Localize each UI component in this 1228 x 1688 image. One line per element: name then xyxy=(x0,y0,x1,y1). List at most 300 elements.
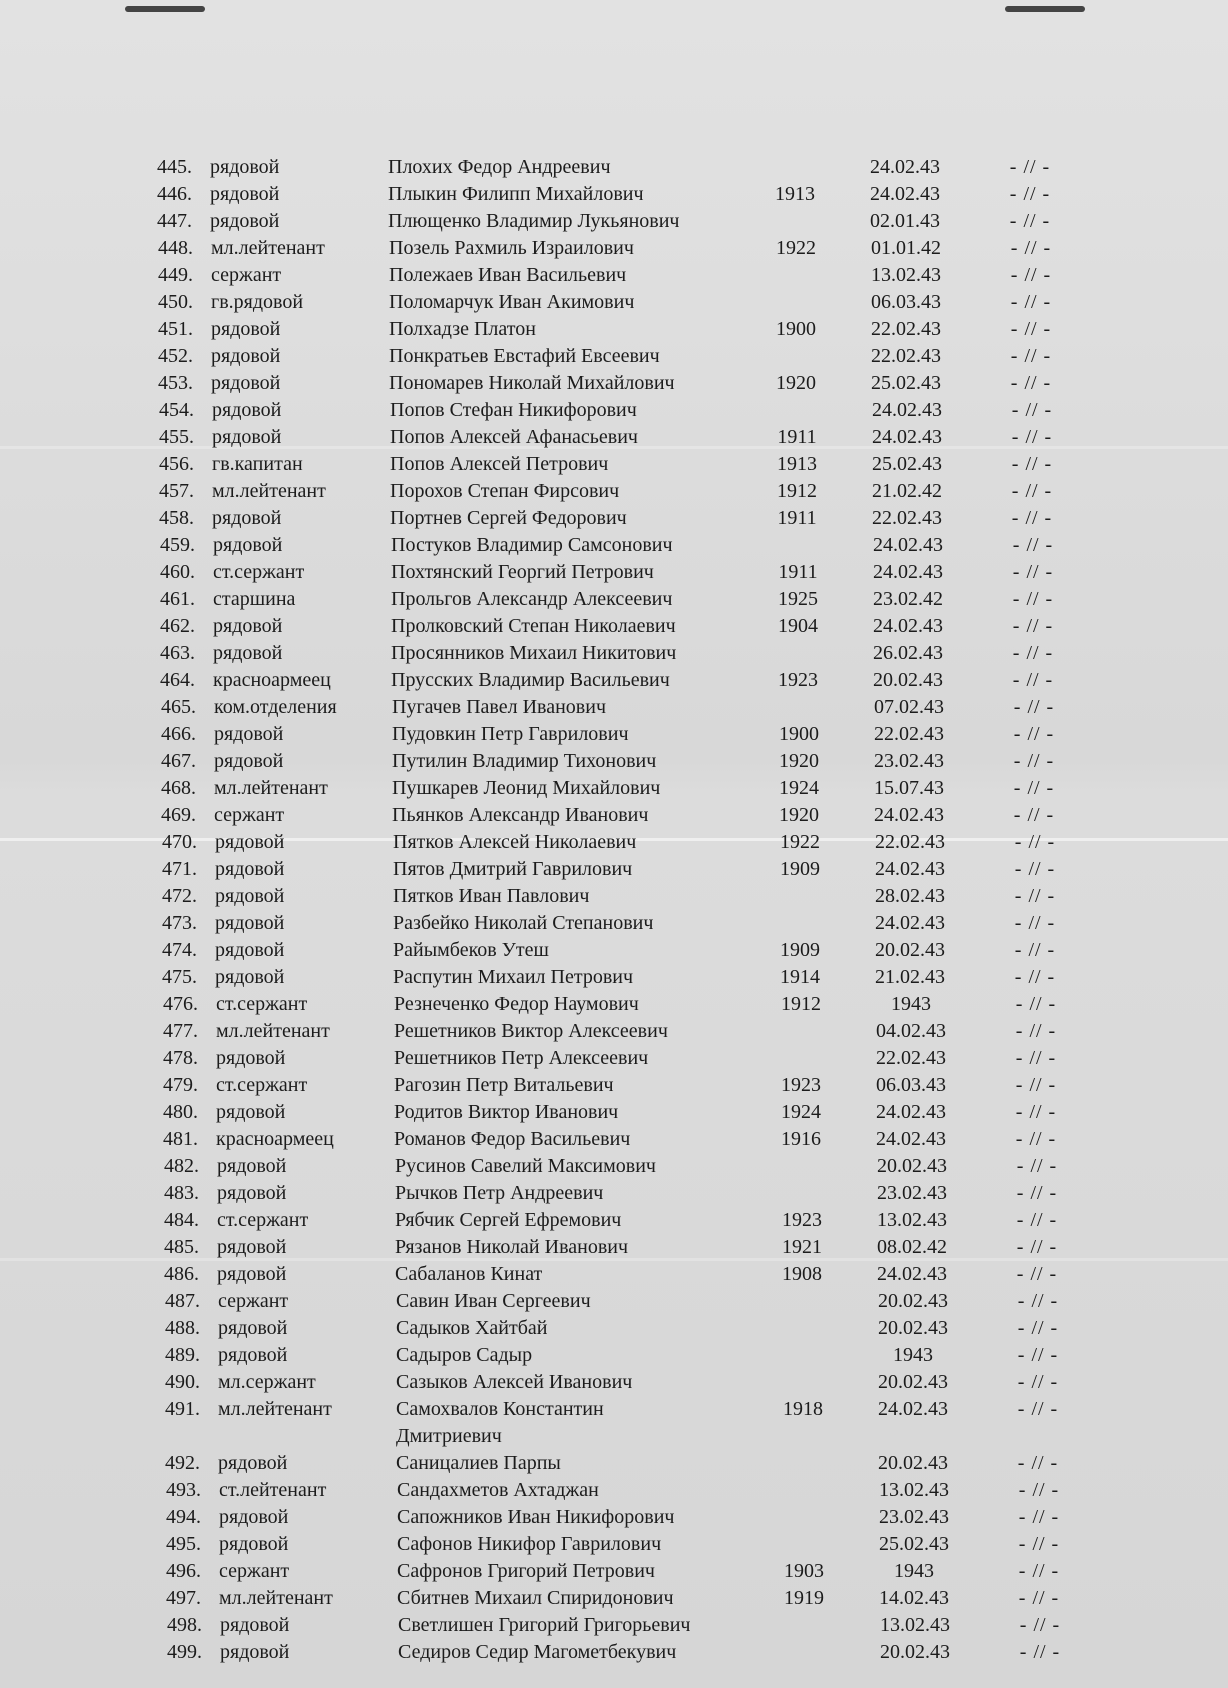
roster-row xyxy=(0,316,1228,343)
roster-rank: ком.отделения xyxy=(214,696,337,718)
roster-ditto-mark: - // - xyxy=(1011,399,1053,421)
roster-number: 457. xyxy=(159,480,194,502)
roster-rank: рядовой xyxy=(218,1452,288,1474)
roster-number: 465. xyxy=(161,696,196,718)
roster-birth-year: 1919 xyxy=(784,1587,824,1609)
roster-birth-year: 1909 xyxy=(780,858,820,880)
roster-death-date: 24.02.43 xyxy=(878,1398,948,1420)
roster-rank: мл.лейтенант xyxy=(212,480,326,502)
roster-rank: сержант xyxy=(219,1560,290,1582)
roster-rank: рядовой xyxy=(215,858,285,880)
roster-number: 453. xyxy=(158,372,193,394)
roster-ditto-mark: - // - xyxy=(1013,777,1055,799)
roster-name: Пугачев Павел Иванович xyxy=(392,696,607,718)
roster-rank: рядовой xyxy=(213,534,283,556)
roster-death-date: 02.01.43 xyxy=(870,210,940,232)
roster-birth-year: 1922 xyxy=(776,237,816,259)
roster-name: Разбейко Николай Степанович xyxy=(393,912,654,934)
roster-ditto-mark: - // - xyxy=(1016,1236,1058,1258)
roster-number: 464. xyxy=(160,669,195,691)
roster-rank: сержант xyxy=(214,804,285,826)
roster-row xyxy=(0,991,1228,1018)
roster-row xyxy=(0,343,1228,370)
roster-name: Садыров Садыр xyxy=(396,1344,533,1366)
roster-row xyxy=(0,1342,1228,1369)
roster-number: 480. xyxy=(163,1101,198,1123)
roster-name: Путилин Владимир Тихонович xyxy=(392,750,657,772)
roster-number: 461. xyxy=(160,588,195,610)
roster-rank: рядовой xyxy=(217,1263,287,1285)
roster-row xyxy=(0,856,1228,883)
roster-number: 449. xyxy=(158,264,193,286)
roster-number: 496. xyxy=(166,1560,201,1582)
roster-number: 469. xyxy=(161,804,196,826)
roster-death-date: 1943 xyxy=(891,993,931,1015)
roster-name: Сафонов Никифор Гаврилович xyxy=(397,1533,662,1555)
roster-rank: сержант xyxy=(218,1290,289,1312)
roster-number: 476. xyxy=(163,993,198,1015)
roster-ditto-mark: - // - xyxy=(1019,1614,1061,1636)
roster-name: Пушкарев Леонид Михайлович xyxy=(392,777,661,799)
roster-ditto-mark: - // - xyxy=(1014,939,1056,961)
roster-rank: рядовой xyxy=(215,885,285,907)
roster-name: Решетников Виктор Алексеевич xyxy=(394,1020,668,1042)
roster-number: 475. xyxy=(162,966,197,988)
roster-death-date: 01.01.42 xyxy=(871,237,941,259)
roster-death-date: 24.02.43 xyxy=(874,804,944,826)
roster-death-date: 24.02.43 xyxy=(872,426,942,448)
roster-number: 483. xyxy=(164,1182,199,1204)
roster-ditto-mark: - // - xyxy=(1018,1533,1060,1555)
roster-death-date: 21.02.43 xyxy=(875,966,945,988)
roster-rank: мл.лейтенант xyxy=(211,237,325,259)
roster-name: Попов Стефан Никифорович xyxy=(390,399,637,421)
roster-number: 452. xyxy=(158,345,193,367)
roster-ditto-mark: - // - xyxy=(1010,318,1052,340)
roster-ditto-mark: - // - xyxy=(1011,453,1053,475)
roster-number: 489. xyxy=(165,1344,200,1366)
roster-number: 463. xyxy=(160,642,195,664)
roster-row xyxy=(0,505,1228,532)
roster-number: 494. xyxy=(166,1506,201,1528)
roster-birth-year: 1923 xyxy=(782,1209,822,1231)
roster-name: Сбитнев Михаил Спиридонович xyxy=(397,1587,674,1609)
roster-ditto-mark: - // - xyxy=(1013,804,1055,826)
roster-name: Похтянский Георгий Петрович xyxy=(391,561,654,583)
roster-death-date: 20.02.43 xyxy=(875,939,945,961)
roster-ditto-mark: - // - xyxy=(1012,669,1054,691)
roster-rank: рядовой xyxy=(215,831,285,853)
roster-birth-year: 1924 xyxy=(781,1101,821,1123)
roster-row xyxy=(0,721,1228,748)
roster-name: Сандахметов Ахтаджан xyxy=(397,1479,599,1501)
roster-row xyxy=(0,1045,1228,1072)
roster-death-date: 1943 xyxy=(894,1560,934,1582)
roster-ditto-mark: - // - xyxy=(1012,615,1054,637)
roster-name: Портнев Сергей Федорович xyxy=(390,507,627,529)
roster-birth-year: 1900 xyxy=(776,318,816,340)
roster-rank: мл.лейтенант xyxy=(214,777,328,799)
roster-number: 445. xyxy=(157,156,192,178)
roster-death-date: 13.02.43 xyxy=(880,1614,950,1636)
roster-ditto-mark: - // - xyxy=(1015,993,1057,1015)
roster-row xyxy=(0,532,1228,559)
roster-row xyxy=(0,829,1228,856)
scan-edge-mark xyxy=(125,6,205,12)
roster-rank: рядовой xyxy=(217,1236,287,1258)
roster-number: 477. xyxy=(163,1020,198,1042)
roster-death-date: 14.02.43 xyxy=(879,1587,949,1609)
roster-number: 481. xyxy=(163,1128,198,1150)
roster-name: Порохов Степан Фирсович xyxy=(390,480,620,502)
roster-death-date: 24.02.43 xyxy=(877,1263,947,1285)
roster-row xyxy=(0,451,1228,478)
roster-ditto-mark: - // - xyxy=(1013,750,1055,772)
roster-row xyxy=(0,1153,1228,1180)
roster-rank: рядовой xyxy=(211,318,281,340)
roster-row-continuation xyxy=(0,1423,1228,1450)
roster-rank: мл.лейтенант xyxy=(218,1398,332,1420)
roster-rank: рядовой xyxy=(217,1155,287,1177)
roster-row xyxy=(0,883,1228,910)
roster-name: Райымбеков Утеш xyxy=(393,939,549,961)
roster-birth-year: 1909 xyxy=(780,939,820,961)
roster-death-date: 25.02.43 xyxy=(872,453,942,475)
roster-rank: гв.рядовой xyxy=(211,291,304,313)
roster-name: Савин Иван Сергеевич xyxy=(396,1290,591,1312)
roster-row xyxy=(0,1639,1228,1666)
roster-row xyxy=(0,1207,1228,1234)
roster-rank: рядовой xyxy=(217,1182,287,1204)
roster-rank: рядовой xyxy=(216,1047,286,1069)
roster-ditto-mark: - // - xyxy=(1012,588,1054,610)
roster-row xyxy=(0,208,1228,235)
roster-birth-year: 1911 xyxy=(778,561,818,583)
roster-birth-year: 1900 xyxy=(779,723,819,745)
roster-name: Саницалиев Парпы xyxy=(396,1452,561,1474)
roster-row xyxy=(0,424,1228,451)
roster-birth-year: 1918 xyxy=(783,1398,823,1420)
roster-ditto-mark: - // - xyxy=(1011,480,1053,502)
roster-death-date: 24.02.43 xyxy=(875,858,945,880)
roster-ditto-mark: - // - xyxy=(1013,696,1055,718)
roster-birth-year: 1921 xyxy=(782,1236,822,1258)
roster-row xyxy=(0,775,1228,802)
roster-row xyxy=(0,964,1228,991)
roster-name: Рагозин Петр Витальевич xyxy=(394,1074,614,1096)
roster-birth-year: 1923 xyxy=(778,669,818,691)
roster-number: 471. xyxy=(162,858,197,880)
roster-number: 448. xyxy=(158,237,193,259)
roster-death-date: 04.02.43 xyxy=(876,1020,946,1042)
roster-death-date: 22.02.43 xyxy=(875,831,945,853)
roster-name: Позель Рахмиль Израилович xyxy=(389,237,634,259)
roster-death-date: 06.03.43 xyxy=(876,1074,946,1096)
roster-number: 451. xyxy=(158,318,193,340)
roster-name: Сабаланов Кинат xyxy=(395,1263,543,1285)
roster-name: Пономарев Николай Михайлович xyxy=(389,372,675,394)
roster-row xyxy=(0,640,1228,667)
roster-row xyxy=(0,910,1228,937)
roster-row xyxy=(0,1018,1228,1045)
roster-death-date: 20.02.43 xyxy=(878,1317,948,1339)
roster-row xyxy=(0,694,1228,721)
roster-ditto-mark: - // - xyxy=(1015,1020,1057,1042)
roster-birth-year: 1904 xyxy=(778,615,818,637)
roster-row xyxy=(0,1396,1228,1423)
roster-ditto-mark: - // - xyxy=(1017,1398,1059,1420)
roster-name: Распутин Михаил Петрович xyxy=(393,966,634,988)
roster-row xyxy=(0,1180,1228,1207)
roster-row xyxy=(0,1072,1228,1099)
roster-death-date: 20.02.43 xyxy=(878,1452,948,1474)
roster-name: Пролковский Степан Николаевич xyxy=(391,615,676,637)
roster-birth-year: 1912 xyxy=(777,480,817,502)
roster-birth-year: 1916 xyxy=(781,1128,821,1150)
roster-number: 458. xyxy=(159,507,194,529)
roster-rank: рядовой xyxy=(218,1344,288,1366)
roster-name: Полхадзе Платон xyxy=(389,318,536,340)
roster-number: 466. xyxy=(161,723,196,745)
roster-birth-year: 1914 xyxy=(780,966,820,988)
roster-rank: рядовой xyxy=(220,1614,290,1636)
roster-name: Пятков Иван Павлович xyxy=(393,885,590,907)
roster-ditto-mark: - // - xyxy=(1012,561,1054,583)
roster-ditto-mark: - // - xyxy=(1010,237,1052,259)
roster-rank: рядовой xyxy=(216,1101,286,1123)
roster-name: Резнеченко Федор Наумович xyxy=(394,993,639,1015)
roster-ditto-mark: - // - xyxy=(1016,1182,1058,1204)
roster-number: 454. xyxy=(159,399,194,421)
roster-ditto-mark: - // - xyxy=(1012,534,1054,556)
roster-name: Рычков Петр Андреевич xyxy=(395,1182,604,1204)
roster-rank: рядовой xyxy=(210,183,280,205)
roster-name: Сазыков Алексей Иванович xyxy=(396,1371,633,1393)
roster-name: Садыков Хайтбай xyxy=(396,1317,548,1339)
roster-ditto-mark: - // - xyxy=(1009,183,1051,205)
roster-ditto-mark: - // - xyxy=(1009,210,1051,232)
roster-ditto-mark: - // - xyxy=(1018,1506,1060,1528)
roster-ditto-mark: - // - xyxy=(1010,345,1052,367)
roster-death-date: 15.07.43 xyxy=(874,777,944,799)
roster-death-date: 24.02.43 xyxy=(870,183,940,205)
roster-ditto-mark: - // - xyxy=(1017,1371,1059,1393)
roster-death-date: 24.02.43 xyxy=(872,399,942,421)
roster-rank: рядовой xyxy=(214,750,284,772)
roster-name: Попов Алексей Петрович xyxy=(390,453,609,475)
roster-death-date: 08.02.42 xyxy=(877,1236,947,1258)
roster-name: Русинов Савелий Максимович xyxy=(395,1155,656,1177)
roster-ditto-mark: - // - xyxy=(1010,264,1052,286)
roster-death-date: 22.02.43 xyxy=(874,723,944,745)
roster-row xyxy=(0,613,1228,640)
roster-number: 447. xyxy=(157,210,192,232)
roster-number: 455. xyxy=(159,426,194,448)
roster-death-date: 25.02.43 xyxy=(879,1533,949,1555)
roster-birth-year: 1924 xyxy=(779,777,819,799)
roster-name: Пятов Дмитрий Гаврилович xyxy=(393,858,633,880)
roster-death-date: 20.02.43 xyxy=(877,1155,947,1177)
roster-ditto-mark: - // - xyxy=(1011,426,1053,448)
roster-death-date: 25.02.43 xyxy=(871,372,941,394)
roster-number: 493. xyxy=(166,1479,201,1501)
roster-row xyxy=(0,1288,1228,1315)
roster-death-date: 20.02.43 xyxy=(878,1290,948,1312)
roster-row xyxy=(0,1504,1228,1531)
roster-ditto-mark: - // - xyxy=(1018,1479,1060,1501)
roster-ditto-mark: - // - xyxy=(1012,642,1054,664)
roster-row xyxy=(0,1558,1228,1585)
roster-rank: красноармеец xyxy=(216,1128,334,1150)
roster-rank: ст.сержант xyxy=(216,1074,308,1096)
roster-death-date: 22.02.43 xyxy=(876,1047,946,1069)
roster-name: Романов Федор Васильевич xyxy=(394,1128,631,1150)
roster-row xyxy=(0,181,1228,208)
roster-number: 467. xyxy=(161,750,196,772)
roster-number: 486. xyxy=(164,1263,199,1285)
roster-ditto-mark: - // - xyxy=(1018,1587,1060,1609)
roster-rank: рядовой xyxy=(212,399,282,421)
roster-number: 468. xyxy=(161,777,196,799)
roster-number: 459. xyxy=(160,534,195,556)
roster-death-date: 23.02.43 xyxy=(874,750,944,772)
roster-number: 499. xyxy=(167,1641,202,1663)
roster-number: 484. xyxy=(164,1209,199,1231)
roster-ditto-mark: - // - xyxy=(1014,966,1056,988)
roster-number: 462. xyxy=(160,615,195,637)
roster-name: Сапожников Иван Никифорович xyxy=(397,1506,675,1528)
roster-name: Пьянков Александр Иванович xyxy=(392,804,649,826)
roster-rank: красноармеец xyxy=(213,669,331,691)
roster-ditto-mark: - // - xyxy=(1016,1209,1058,1231)
roster-rank: рядовой xyxy=(212,507,282,529)
roster-rank: рядовой xyxy=(215,939,285,961)
roster-rank: мл.лейтенант xyxy=(219,1587,333,1609)
roster-rank: рядовой xyxy=(211,345,281,367)
roster-death-date: 21.02.42 xyxy=(872,480,942,502)
roster-death-date: 24.02.43 xyxy=(876,1128,946,1150)
roster-number: 490. xyxy=(165,1371,200,1393)
roster-ditto-mark: - // - xyxy=(1013,723,1055,745)
roster-death-date: 22.02.43 xyxy=(871,345,941,367)
roster-rank: сержант xyxy=(211,264,282,286)
roster-row xyxy=(0,1315,1228,1342)
roster-name: Плохих Федор Андреевич xyxy=(388,156,611,178)
roster-number: 470. xyxy=(162,831,197,853)
roster-birth-year: 1922 xyxy=(780,831,820,853)
roster-name-continuation: Дмитриевич xyxy=(396,1425,502,1447)
roster-rank: рядовой xyxy=(213,642,283,664)
roster-rank: ст.сержант xyxy=(213,561,305,583)
roster-birth-year: 1920 xyxy=(779,750,819,772)
roster-rank: рядовой xyxy=(212,426,282,448)
roster-number: 485. xyxy=(164,1236,199,1258)
roster-ditto-mark: - // - xyxy=(1018,1560,1060,1582)
roster-death-date: 13.02.43 xyxy=(871,264,941,286)
roster-death-date: 22.02.43 xyxy=(872,507,942,529)
roster-rank: гв.капитан xyxy=(212,453,303,475)
roster-row xyxy=(0,397,1228,424)
roster-number: 456. xyxy=(159,453,194,475)
roster-birth-year: 1925 xyxy=(778,588,818,610)
roster-rank: рядовой xyxy=(211,372,281,394)
roster-ditto-mark: - // - xyxy=(1016,1263,1058,1285)
roster-number: 473. xyxy=(162,912,197,934)
roster-ditto-mark: - // - xyxy=(1017,1452,1059,1474)
roster-death-date: 22.02.43 xyxy=(871,318,941,340)
roster-birth-year: 1911 xyxy=(777,426,817,448)
roster-death-date: 24.02.43 xyxy=(870,156,940,178)
roster-name: Пятков Алексей Николаевич xyxy=(393,831,637,853)
roster-rank: рядовой xyxy=(215,966,285,988)
roster-name: Полежаев Иван Васильевич xyxy=(389,264,627,286)
roster-rank: рядовой xyxy=(210,210,280,232)
roster-birth-year: 1903 xyxy=(784,1560,824,1582)
roster-number: 482. xyxy=(164,1155,199,1177)
roster-number: 491. xyxy=(165,1398,200,1420)
roster-row xyxy=(0,937,1228,964)
roster-birth-year: 1912 xyxy=(781,993,821,1015)
roster-row xyxy=(0,370,1228,397)
roster-death-date: 20.02.43 xyxy=(878,1371,948,1393)
roster-rank: рядовой xyxy=(219,1533,289,1555)
roster-number: 495. xyxy=(166,1533,201,1555)
roster-name: Рязанов Николай Иванович xyxy=(395,1236,629,1258)
roster-name: Сафронов Григорий Петрович xyxy=(397,1560,655,1582)
roster-death-date: 23.02.42 xyxy=(873,588,943,610)
roster-row xyxy=(0,1126,1228,1153)
roster-ditto-mark: - // - xyxy=(1014,885,1056,907)
roster-number: 498. xyxy=(167,1614,202,1636)
roster-death-date: 28.02.43 xyxy=(875,885,945,907)
roster-number: 479. xyxy=(163,1074,198,1096)
roster-ditto-mark: - // - xyxy=(1015,1101,1057,1123)
roster-rank: рядовой xyxy=(213,615,283,637)
roster-death-date: 24.02.43 xyxy=(876,1101,946,1123)
roster-birth-year: 1911 xyxy=(777,507,817,529)
roster-number: 497. xyxy=(166,1587,201,1609)
roster-row xyxy=(0,1450,1228,1477)
roster-row xyxy=(0,154,1228,181)
roster-rank: ст.лейтенант xyxy=(219,1479,327,1501)
roster-number: 478. xyxy=(163,1047,198,1069)
roster-death-date: 07.02.43 xyxy=(874,696,944,718)
roster-name: Родитов Виктор Иванович xyxy=(394,1101,619,1123)
roster-row xyxy=(0,1585,1228,1612)
roster-ditto-mark: - // - xyxy=(1015,1128,1057,1150)
roster-name: Постуков Владимир Самсонович xyxy=(391,534,673,556)
roster-name: Прольгов Александр Алексеевич xyxy=(391,588,673,610)
roster-rank: рядовой xyxy=(215,912,285,934)
roster-row xyxy=(0,802,1228,829)
roster-row xyxy=(0,667,1228,694)
roster-row xyxy=(0,1099,1228,1126)
roster-name: Понкратьев Евстафий Евсеевич xyxy=(389,345,660,367)
roster-row xyxy=(0,1369,1228,1396)
roster-ditto-mark: - // - xyxy=(1017,1317,1059,1339)
roster-rank: мл.сержант xyxy=(218,1371,316,1393)
roster-name: Просянников Михаил Никитович xyxy=(391,642,677,664)
roster-ditto-mark: - // - xyxy=(1017,1290,1059,1312)
roster-birth-year: 1920 xyxy=(776,372,816,394)
roster-death-date: 23.02.43 xyxy=(877,1182,947,1204)
roster-ditto-mark: - // - xyxy=(1016,1155,1058,1177)
roster-row xyxy=(0,1234,1228,1261)
roster-death-date: 20.02.43 xyxy=(873,669,943,691)
roster-name: Попов Алексей Афанасьевич xyxy=(390,426,638,448)
roster-row xyxy=(0,586,1228,613)
roster-ditto-mark: - // - xyxy=(1011,507,1053,529)
